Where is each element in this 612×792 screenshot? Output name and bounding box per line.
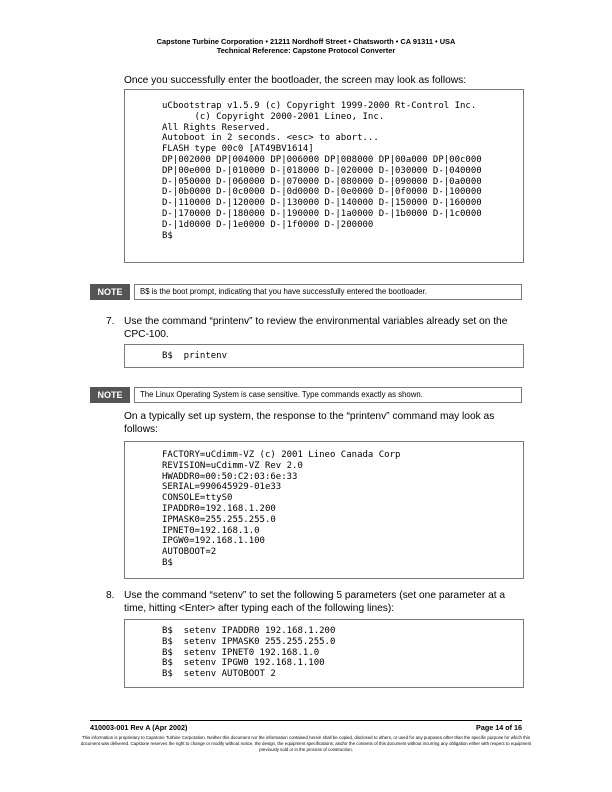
note-boot-prompt [90, 284, 522, 300]
footer-page-number: Page 14 of 16 [476, 723, 522, 732]
footer-disclaimer: This information is proprietary to Capstone Turbine Corporation. Neither this document nor the information contained herein shall be copied, disclosed to others, or used for any purposes other than the specific purpose for which this document was delivered. Capstone reserves the right to change or modify without notice, the design, the equipment specifications, and/or the contents of this document without incurring any obligation either with respect to equipment previously sold or in the process of construction. [80, 735, 532, 752]
note-case-sensitive [90, 387, 522, 403]
boot-output-text: uCbootstrap v1.5.9 (c) Copyright 1999-2000 Rt-Control Inc. (c) Copyright 2000-2001 Lineo, Inc. All Rights Reserved. Autoboot in 2 seconds. <esc> to abort... FLASH type 00c0 [AT49BV1614] DP|002000 DP|004000 DP|006000 DP|008000 DP|00a000 DP|00c000 DP|00e000 D-|010000 D-|018000 D-|020000 D-|030000 D-|040000 D-|050000 D-|060000 D-|070000 D-|080000 D-|090000 D-|0a0000 D-|0b0000 D-|0c0000 D-|0d0000 D-|0e0000 D-|0f0000 D-|100000 D-|110000 D-|120000 D-|130000 D-|140000 D-|150000 D-|160000 D-|170000 D-|180000 D-|190000 D-|1a0000 D-|1b0000 D-|1c0000 D-|1d0000 D-|1e0000 D-|1f0000 D-|200000 B$ [162, 101, 482, 241]
step-text: Use the command “setenv” to set the following 5 parameters (set one parameter at a time, hitting <Enter> after typing each of the following lines): [124, 590, 506, 614]
printenv-command-box [124, 344, 524, 368]
setenv-commands: B$ setenv IPADDR0 192.168.1.200 B$ setenv IPMASK0 255.255.255.0 B$ setenv IPNET0 192.168.1.0 B$ setenv IPGW0 192.168.1.100 B$ setenv AUTOBOOT 2 [162, 626, 336, 680]
note-text: The Linux Operating System is case sensitive. Type commands exactly as shown. [134, 387, 522, 403]
step-number: 8. [106, 590, 115, 601]
printenv-output-box [124, 441, 524, 579]
header-company-line: Capstone Turbine Corporation • 21211 Nordhoff Street • Chatsworth • CA 91311 • USA [156, 37, 456, 46]
footer-doc-id: 410003-001 Rev A (Apr 2002) [90, 723, 188, 732]
printenv-output-text: FACTORY=uCdimm-VZ (c) 2001 Lineo Canada Corp REVISION=uCdimm-VZ Rev 2.0 HWADDR0=00:50:C2:03:6e:33 SERIAL=990645929-01e33 CONSOLE=ttyS0 IPADDR0=192.168.1.200 IPMASK0=255.255.255.0 IPNET0=192.168.1.0 IPGW0=192.168.1.100 AUTOBOOT=2 B$ [162, 450, 401, 568]
note-tag: NOTE [90, 284, 130, 300]
footer-rule [90, 720, 522, 721]
step-text: Use the command “printenv” to review the environmental variables already set on the CPC-100. [124, 316, 508, 340]
setenv-commands-box [124, 619, 524, 688]
header-document-title: Technical Reference: Capstone Protocol Converter [216, 46, 396, 55]
printenv-command: B$ printenv [162, 351, 228, 361]
step-number: 7. [106, 316, 115, 327]
note-text: B$ is the boot prompt, indicating that you have successfully entered the bootloader. [134, 284, 522, 300]
note-tag: NOTE [90, 387, 130, 403]
printenv-intro: On a typically set up system, the response to the “printenv” command may look as follows: [124, 411, 495, 435]
boot-output-box [124, 89, 524, 263]
bootloader-intro: Once you successfully enter the bootloader, the screen may look as follows: [124, 75, 467, 86]
